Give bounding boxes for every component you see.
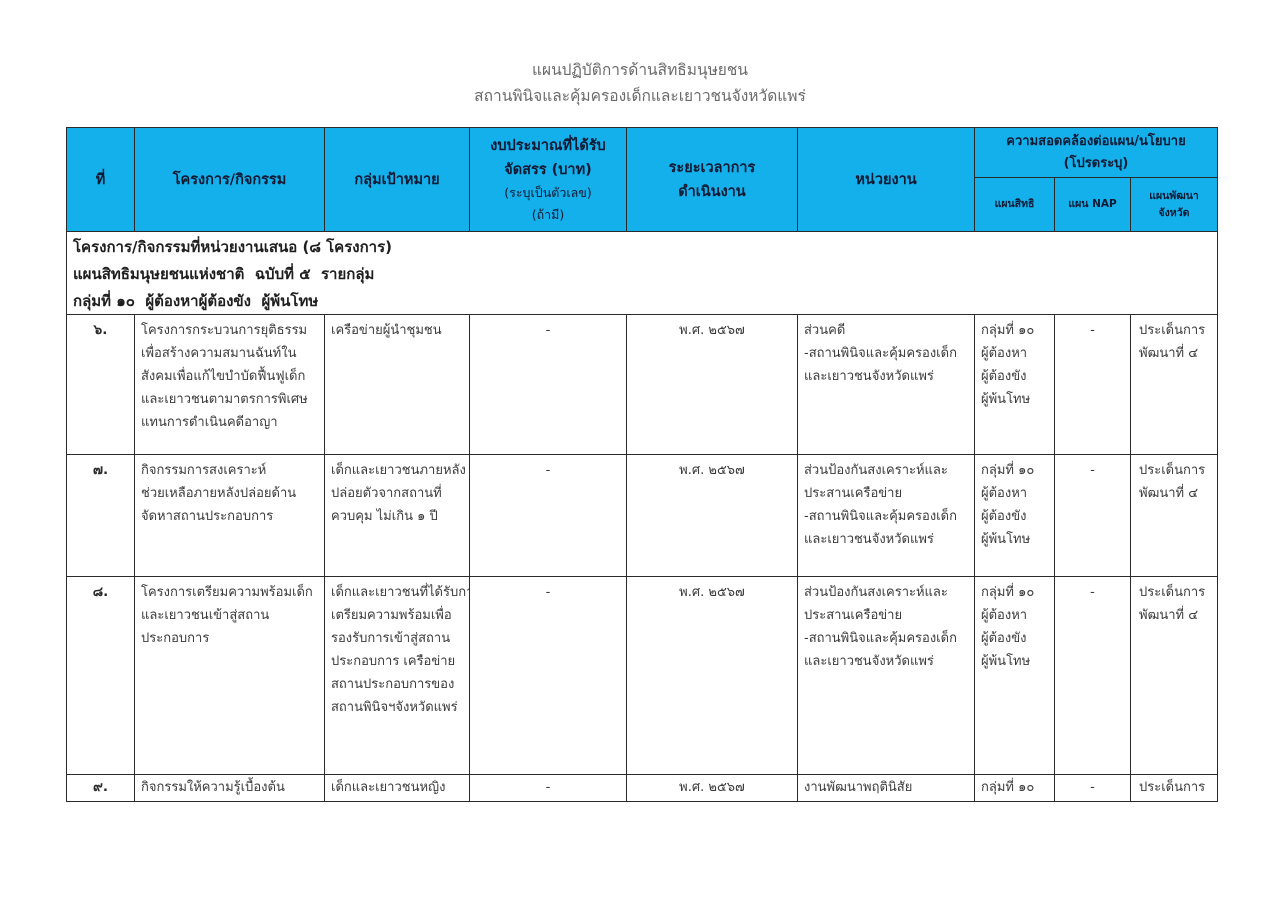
header-policy-alignment-line-2: (โปรดระบุ) (1063, 155, 1129, 171)
header-province-plan (1131, 178, 1218, 232)
header-target-group (325, 128, 470, 232)
section-heading-line-3: กลุ่มที่ ๑๐ ผู้ต้องหาผู้ต้องขัง ผู้พ้นโทษ (73, 292, 319, 310)
header-agency-label: หน่วยงาน (855, 171, 917, 188)
header-nap-plan (1055, 178, 1131, 232)
section-heading-line-2: แผนสิทธิมนุษยชนแห่งชาติ ฉบับที่ ๕ รายกลุ่ม (73, 265, 375, 283)
header-nap-plan-label: แผน NAP (1068, 198, 1117, 210)
header-policy-alignment (975, 128, 1218, 178)
header-number (67, 128, 135, 232)
action-plan-table (66, 127, 1218, 802)
header-policy-alignment-line-1: ความสอดคล้องต่อแผน/นโยบาย (1006, 133, 1186, 149)
header-rights-plan (975, 178, 1055, 232)
header-budget-note-1: (ระบุเป็นตัวเลข) (504, 184, 592, 200)
header-period-line-1: ระยะเวลาการ (668, 159, 756, 176)
document-title-line-2: สถานพินิจและคุ้มครองเด็กและเยาวชนจังหวัดแพร่ (474, 87, 806, 105)
section-heading-line-1: โครงการ/กิจกรรมที่หน่วยงานเสนอ (๘ โครงการ) (73, 238, 393, 256)
header-budget-title-2: จัดสรร (บาท) (504, 161, 592, 178)
header-province-plan-line-1: แผนพัฒนา (1149, 189, 1199, 202)
header-project (135, 128, 325, 232)
header-agency (798, 128, 975, 232)
header-province-plan-line-2: จังหวัด (1158, 206, 1190, 219)
header-period (627, 128, 798, 232)
section-heading (67, 232, 1218, 315)
document-title-line-1: แผนปฏิบัติการด้านสิทธิมนุษยชน (532, 61, 748, 79)
header-target-group-label: กลุ่มเป้าหมาย (354, 171, 440, 188)
document-title (0, 57, 1280, 109)
header-period-line-2: ดำเนินงาน (678, 183, 746, 200)
header-budget (470, 128, 627, 232)
header-number-label: ที่ (95, 171, 106, 188)
header-budget-note-2: (ถ้ามี) (531, 206, 565, 222)
header-budget-title-1: งบประมาณที่ได้รับ (490, 137, 606, 154)
header-rights-plan-label: แผนสิทธิ (994, 198, 1035, 210)
header-project-label: โครงการ/กิจกรรม (172, 171, 287, 188)
